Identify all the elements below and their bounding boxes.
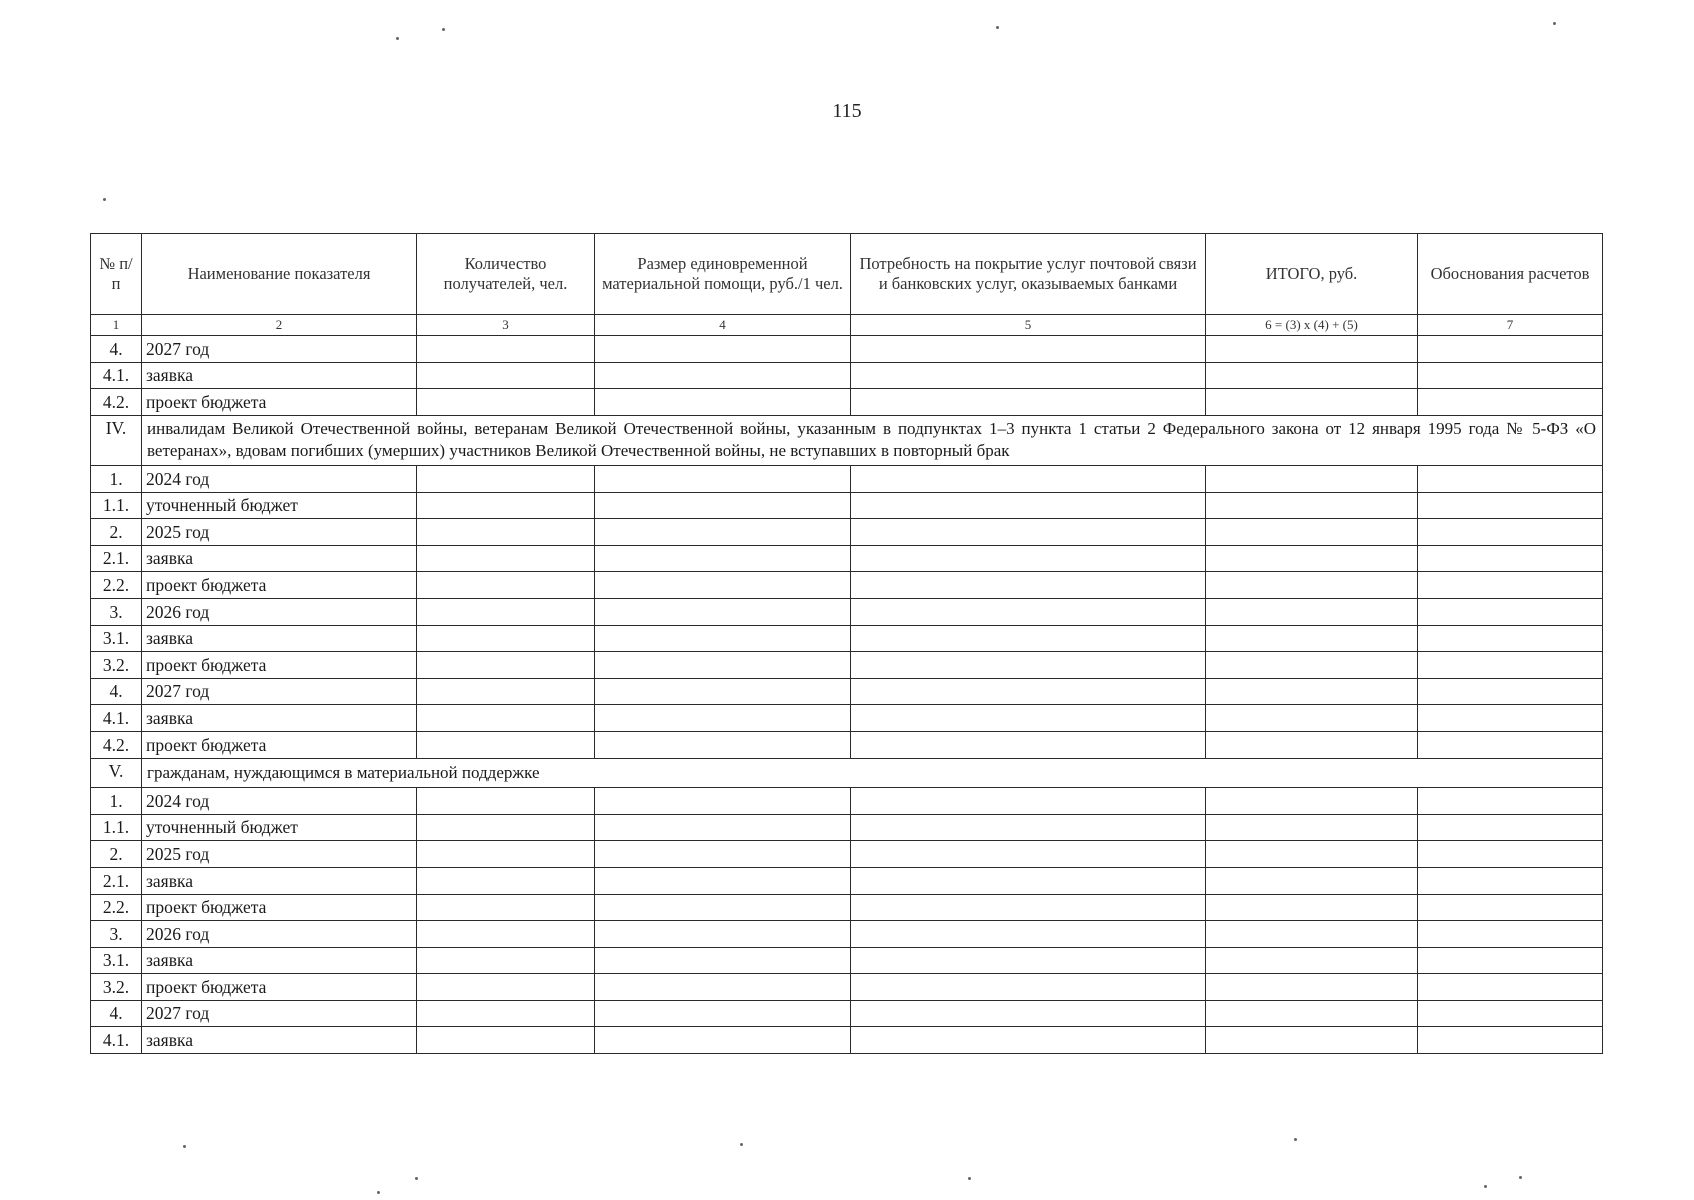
row-label: 2026 год [142,598,417,625]
empty-cell [851,705,1206,732]
empty-cell [851,336,1206,363]
row-number: 3. [91,921,142,948]
empty-cell [851,974,1206,1001]
empty-cell [851,598,1206,625]
row-number: 4.1. [91,1027,142,1054]
empty-cell [851,814,1206,841]
empty-cell [1418,705,1603,732]
empty-cell [1206,867,1418,894]
empty-cell [851,652,1206,679]
header-cell-indicator: Наименование показателя [142,234,417,315]
scan-speck [103,198,106,201]
row-number: 4.1. [91,362,142,389]
row-label: проект бюджета [142,389,417,416]
empty-cell [417,519,595,546]
row-label: 2025 год [142,841,417,868]
row-label: заявка [142,947,417,974]
table-row [91,492,1603,519]
empty-cell [417,867,595,894]
empty-cell [595,1000,851,1027]
empty-cell [851,545,1206,572]
empty-cell [1206,1027,1418,1054]
row-number: 4. [91,678,142,705]
row-number: 4. [91,336,142,363]
column-number: 5 [851,315,1206,336]
row-number: 3.2. [91,974,142,1001]
empty-cell [595,867,851,894]
empty-cell [1418,841,1603,868]
empty-cell [1206,466,1418,493]
empty-cell [1206,625,1418,652]
row-number: 2. [91,841,142,868]
row-label: проект бюджета [142,652,417,679]
empty-cell [851,1000,1206,1027]
table-row [91,731,1603,758]
table-body [91,336,1603,1054]
header-cell-justification: Обоснования расчетов [1418,234,1603,315]
table-row [91,974,1603,1001]
table-row [91,466,1603,493]
row-label: проект бюджета [142,894,417,921]
scan-speck [968,1177,971,1180]
table-row [91,678,1603,705]
row-number: 3. [91,598,142,625]
row-number: 2.2. [91,894,142,921]
empty-cell [1418,867,1603,894]
empty-cell [1418,678,1603,705]
row-label: 2026 год [142,921,417,948]
empty-cell [417,1027,595,1054]
row-label: уточненный бюджет [142,814,417,841]
empty-cell [1418,1000,1603,1027]
empty-cell [1206,572,1418,599]
empty-cell [595,788,851,815]
empty-cell [1206,894,1418,921]
row-label: заявка [142,625,417,652]
empty-cell [851,947,1206,974]
empty-cell [595,492,851,519]
empty-cell [595,572,851,599]
row-number: 1.1. [91,814,142,841]
row-label: заявка [142,1027,417,1054]
empty-cell [417,598,595,625]
header-cell-aid-amount: Размер единовременной материальной помощи, руб./1 чел. [595,234,851,315]
empty-cell [595,519,851,546]
empty-cell [595,921,851,948]
empty-cell [851,625,1206,652]
table-row [91,362,1603,389]
table-row [91,625,1603,652]
empty-cell [595,389,851,416]
empty-cell [417,678,595,705]
row-label: 2025 год [142,519,417,546]
empty-cell [595,545,851,572]
empty-cell [595,894,851,921]
row-label: заявка [142,705,417,732]
empty-cell [1206,362,1418,389]
empty-cell [417,1000,595,1027]
empty-cell [851,894,1206,921]
budget-table [90,233,1603,1054]
empty-cell [1418,788,1603,815]
empty-cell [1418,974,1603,1001]
empty-cell [595,625,851,652]
empty-cell [1418,814,1603,841]
empty-cell [1206,598,1418,625]
row-label: проект бюджета [142,731,417,758]
empty-cell [1206,519,1418,546]
empty-cell [417,705,595,732]
empty-cell [417,788,595,815]
empty-cell [595,678,851,705]
row-number: 2.1. [91,545,142,572]
empty-cell [417,841,595,868]
empty-cell [1418,362,1603,389]
table-row [91,867,1603,894]
header-row [91,234,1603,315]
scan-speck [1294,1138,1297,1141]
empty-cell [595,731,851,758]
table-row [91,652,1603,679]
empty-cell [417,572,595,599]
row-label: проект бюджета [142,974,417,1001]
empty-cell [417,545,595,572]
empty-cell [1418,625,1603,652]
table-row [91,572,1603,599]
empty-cell [1206,974,1418,1001]
empty-cell [1418,652,1603,679]
empty-cell [1206,336,1418,363]
empty-cell [1418,519,1603,546]
column-number: 7 [1418,315,1603,336]
table-row [91,336,1603,363]
empty-cell [595,974,851,1001]
row-number: 2.2. [91,572,142,599]
empty-cell [1418,921,1603,948]
empty-cell [1418,389,1603,416]
empty-cell [595,652,851,679]
empty-cell [1206,545,1418,572]
empty-cell [595,814,851,841]
table-row [91,921,1603,948]
row-number: 1. [91,788,142,815]
row-number: 4.1. [91,705,142,732]
empty-cell [1206,841,1418,868]
table-row [91,788,1603,815]
row-number: V. [91,758,142,788]
row-number: 2. [91,519,142,546]
empty-cell [1418,947,1603,974]
scan-speck [1519,1176,1522,1179]
empty-cell [851,1027,1206,1054]
empty-cell [1418,1027,1603,1054]
empty-cell [1206,652,1418,679]
empty-cell [417,362,595,389]
empty-cell [1206,705,1418,732]
table-row [91,814,1603,841]
scan-speck [183,1145,186,1148]
scan-speck [442,28,445,31]
row-number: 3.1. [91,625,142,652]
scan-speck [996,26,999,29]
scan-speck [1484,1185,1487,1188]
empty-cell [417,492,595,519]
empty-cell [417,625,595,652]
empty-cell [851,519,1206,546]
row-number: 4.2. [91,731,142,758]
scan-speck [415,1177,418,1180]
table-row [91,545,1603,572]
empty-cell [417,814,595,841]
section-row [91,758,1603,788]
empty-cell [851,466,1206,493]
row-label: 2024 год [142,788,417,815]
table-row [91,519,1603,546]
row-label: заявка [142,545,417,572]
empty-cell [1418,545,1603,572]
empty-cell [1206,921,1418,948]
row-number: IV. [91,415,142,465]
empty-cell [417,921,595,948]
table-row [91,598,1603,625]
scan-speck [740,1143,743,1146]
empty-cell [1206,1000,1418,1027]
empty-cell [1206,389,1418,416]
empty-cell [595,1027,851,1054]
row-label: 2027 год [142,336,417,363]
row-label: 2024 год [142,466,417,493]
column-number: 3 [417,315,595,336]
empty-cell [595,336,851,363]
section-row [91,415,1603,465]
table-row [91,1000,1603,1027]
column-number-row [91,315,1603,336]
empty-cell [851,389,1206,416]
row-number: 4. [91,1000,142,1027]
empty-cell [851,492,1206,519]
empty-cell [851,788,1206,815]
table-row [91,1027,1603,1054]
empty-cell [595,705,851,732]
table-row [91,705,1603,732]
header-cell-total: ИТОГО, руб. [1206,234,1418,315]
empty-cell [417,947,595,974]
empty-cell [595,466,851,493]
row-number: 1.1. [91,492,142,519]
column-number: 2 [142,315,417,336]
scan-speck [1553,22,1556,25]
empty-cell [1206,788,1418,815]
empty-cell [1418,731,1603,758]
empty-cell [417,652,595,679]
empty-cell [1206,814,1418,841]
empty-cell [417,731,595,758]
row-number: 3.1. [91,947,142,974]
empty-cell [595,947,851,974]
empty-cell [417,336,595,363]
row-number: 1. [91,466,142,493]
empty-cell [1418,572,1603,599]
column-number: 1 [91,315,142,336]
page-number: 115 [832,100,862,122]
section-title: гражданам, нуждающимся в материальной поддержке [142,758,1603,788]
empty-cell [417,894,595,921]
row-number: 3.2. [91,652,142,679]
empty-cell [1206,731,1418,758]
empty-cell [851,678,1206,705]
empty-cell [595,598,851,625]
empty-cell [1418,598,1603,625]
table-row [91,894,1603,921]
empty-cell [1206,492,1418,519]
empty-cell [417,974,595,1001]
empty-cell [1206,678,1418,705]
empty-cell [1206,947,1418,974]
empty-cell [851,362,1206,389]
row-label: заявка [142,362,417,389]
row-number: 2.1. [91,867,142,894]
empty-cell [851,841,1206,868]
section-title: инвалидам Великой Отечественной войны, ветеранам Великой Отечественной войны, указанным в подпунктах 1–3 пункта 1 статьи 2 Федерального закона от 12 января 1995 года № 5-ФЗ «О ветеранах», вдовам погибших (умерших) участников Великой Отечественной войны, не вступавших в повторный брак [142,415,1603,465]
row-label: проект бюджета [142,572,417,599]
header-cell-number: № п/п [91,234,142,315]
row-label: заявка [142,867,417,894]
row-label: 2027 год [142,1000,417,1027]
empty-cell [417,389,595,416]
empty-cell [851,731,1206,758]
header-cell-recipients: Количество получателей, чел. [417,234,595,315]
row-label: 2027 год [142,678,417,705]
empty-cell [595,841,851,868]
empty-cell [1418,894,1603,921]
empty-cell [1418,466,1603,493]
empty-cell [851,921,1206,948]
header-cell-services-need: Потребность на покрытие услуг почтовой связи и банковских услуг, оказываемых банками [851,234,1206,315]
table-row [91,389,1603,416]
empty-cell [851,572,1206,599]
empty-cell [1418,492,1603,519]
table-row [91,841,1603,868]
empty-cell [417,466,595,493]
empty-cell [595,362,851,389]
empty-cell [851,867,1206,894]
row-number: 4.2. [91,389,142,416]
scan-speck [396,37,399,40]
table-row [91,947,1603,974]
column-number: 4 [595,315,851,336]
row-label: уточненный бюджет [142,492,417,519]
scan-speck [377,1191,380,1194]
empty-cell [1418,336,1603,363]
column-number: 6 = (3) x (4) + (5) [1206,315,1418,336]
